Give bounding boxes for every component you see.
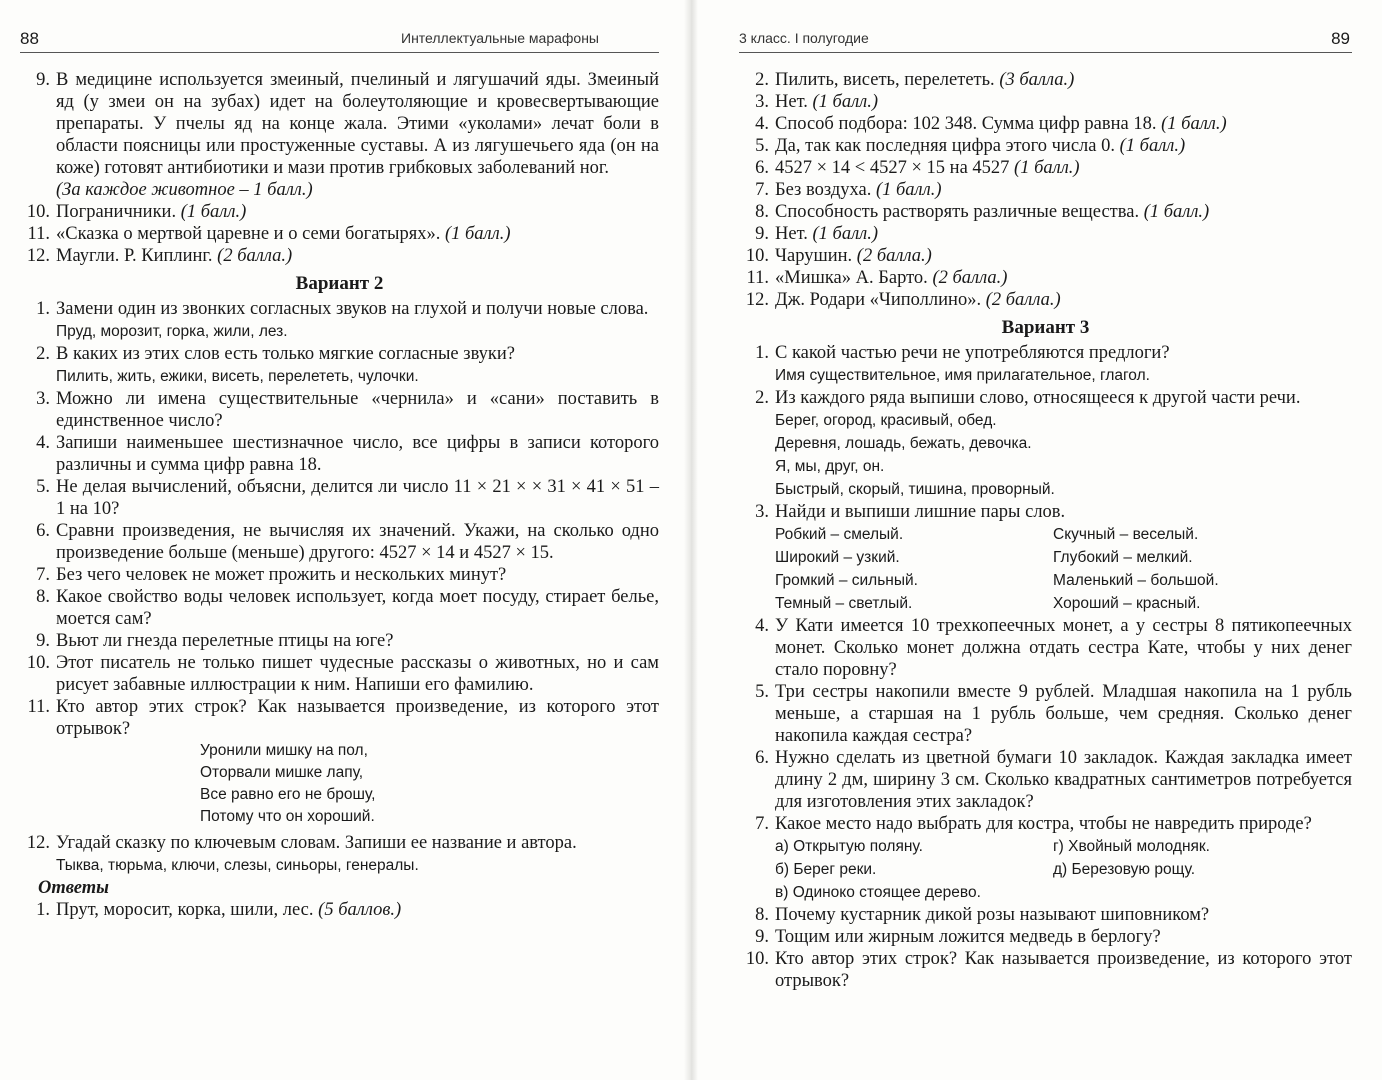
option-row xyxy=(739,835,1352,858)
item-text: С какой частью речи не употребляются предлоги? xyxy=(775,343,1170,363)
answers-heading: Ответы xyxy=(38,878,109,898)
item-sub-text: Пруд, морозит, горка, жили, лез. xyxy=(56,323,288,340)
item-text: Нет. xyxy=(775,92,808,112)
item-score: (2 балла.) xyxy=(932,268,1008,288)
list-item xyxy=(20,69,659,201)
answer-option: г) Хвойный молодняк. xyxy=(1053,838,1210,855)
running-head: 3 класс. I полугодие xyxy=(739,30,869,46)
item-number: 6. xyxy=(755,748,769,768)
item-sub-text: Деревня, лошадь, бежать, девочка. xyxy=(775,435,1032,452)
list-item xyxy=(739,948,1352,992)
item-number: 1. xyxy=(755,343,769,363)
poem-line: Оторвали мишке лапу, xyxy=(200,764,364,781)
list-item xyxy=(739,813,1352,835)
page-number: 89 xyxy=(1331,29,1350,48)
item-number: 3. xyxy=(755,92,769,112)
item-number: 12. xyxy=(745,290,769,310)
item-body xyxy=(56,223,659,245)
item-number: 4. xyxy=(755,114,769,134)
option-row xyxy=(739,881,1352,904)
item-score: (5 баллов.) xyxy=(318,900,402,920)
item-number: 12. xyxy=(26,833,50,853)
item-sub-text: Я, мы, друг, он. xyxy=(775,458,885,475)
list-item xyxy=(739,342,1352,364)
item-number: 10. xyxy=(745,246,769,266)
poem-line: Уронили мишку на пол, xyxy=(200,742,368,759)
item-text: Да, так как последняя цифра этого числа 0. xyxy=(775,136,1115,156)
list-item xyxy=(20,586,659,630)
list-item xyxy=(739,245,1352,267)
list-item xyxy=(739,904,1352,926)
list-item xyxy=(739,501,1352,523)
item-score: (1 балл.) xyxy=(812,224,879,244)
list-item xyxy=(739,223,1352,245)
item-number: 10. xyxy=(26,653,50,673)
item-score: (2 балла.) xyxy=(217,246,293,266)
item-text: Запиши наименьшее шестизначное число, все цифры в записи которого различны и сумма цифр равна 18. xyxy=(56,433,659,475)
item-body xyxy=(775,113,1352,135)
item-number: 11. xyxy=(746,268,769,288)
item-text: Без воздуха. xyxy=(775,180,872,200)
list-item xyxy=(20,832,659,854)
page-number: 88 xyxy=(20,29,39,48)
answer-option: д) Березовую рощу. xyxy=(1053,861,1196,878)
item-score: (1 балл.) xyxy=(1161,114,1227,134)
item-number: 6. xyxy=(755,158,769,178)
list-item xyxy=(20,520,659,564)
word-pair: Громкий – сильный. xyxy=(775,572,918,589)
item-text: «Сказка о мертвой царевне и о семи богатырях». xyxy=(56,224,441,244)
item-number: 5. xyxy=(755,136,769,156)
variant-heading: Вариант 3 xyxy=(1001,317,1090,338)
item-score: (За каждое животное – 1 балл.) xyxy=(56,180,313,200)
item-number: 3. xyxy=(36,389,50,409)
list-item xyxy=(739,747,1352,813)
variant-heading: Вариант 2 xyxy=(295,273,384,294)
item-text: Пилить, висеть, перелететь. xyxy=(775,70,995,90)
item-text: Этот писатель не только пишет чудесные рассказы о животных, но и сам рисует забавные иллюстрации к ним. Напиши его фамилию. xyxy=(56,653,659,695)
item-text: Можно ли имена существительные «чернила» и «сани» поставить в единственное число? xyxy=(56,389,659,431)
item-number: 2. xyxy=(36,344,50,364)
item-score: (1 балл.) xyxy=(180,202,247,222)
answer-option: а) Открытую поляну. xyxy=(775,838,923,855)
word-pair: Широкий – узкий. xyxy=(775,549,900,566)
item-number: 9. xyxy=(755,224,769,244)
item-sub-text: Пилить, жить, ежики, висеть, перелететь, чулочки. xyxy=(56,368,419,385)
list-item xyxy=(20,343,659,365)
item-text: Прут, моросит, корка, шили, лес. xyxy=(56,900,314,920)
item-number: 7. xyxy=(755,180,769,200)
item-text: Замени один из звонких согласных звуков на глухой и получи новые слова. xyxy=(56,299,649,319)
list-item xyxy=(20,652,659,696)
item-number: 2. xyxy=(755,388,769,408)
word-pair: Маленький – большой. xyxy=(1053,572,1219,589)
item-score: (2 балла.) xyxy=(985,290,1061,310)
item-number: 11. xyxy=(27,697,50,717)
item-text: Какое свойство воды человек использует, когда моет посуду, стирает белье, моется сам? xyxy=(56,587,659,629)
item-text: Дж. Родари «Чиполлино». xyxy=(775,290,982,310)
item-number: 5. xyxy=(36,477,50,497)
list-item xyxy=(739,69,1352,91)
item-text: Из каждого ряда выпиши слово, относящееся к другой части речи. xyxy=(775,388,1301,408)
item-number: 9. xyxy=(36,70,50,90)
word-pair-row xyxy=(739,569,1352,592)
item-number: 7. xyxy=(36,565,50,585)
item-body xyxy=(775,135,1352,157)
item-text: «Мишка» А. Барто. xyxy=(775,268,928,288)
item-text: Три сестры накопили вместе 9 рублей. Младшая накопила на 1 рубль меньше, а старшая на 1 рубль больше, чем средняя. Сколько денег накопила каждая сестра? xyxy=(775,682,1352,746)
item-text: В медицине используется змеиный, пчелиный и лягушачий яды. Змеиный яд (у змеи он на зубах) идет на болеутоляющие и кровесвертывающие препараты. У пчелы яд на конце жала. Этими «уколами» лечат боли в области поясницы или простуженные суставы. А из лягушечьего яда (он на коже) готовят антибиотики и мази против грибковых заболеваний ног. xyxy=(56,70,659,178)
item-text: Способность растворять различные вещества. xyxy=(775,202,1140,222)
list-item xyxy=(20,201,659,223)
item-body xyxy=(775,91,1352,113)
item-score: (1 балл.) xyxy=(812,92,879,112)
poem-line: Все равно его не брошу, xyxy=(200,786,376,803)
item-sub-text: Берег, огород, красивый, обед. xyxy=(775,412,997,429)
item-number: 1. xyxy=(36,900,50,920)
answer-option: в) Одиноко стоящее дерево. xyxy=(775,884,981,901)
item-number: 8. xyxy=(36,587,50,607)
word-pair: Темный – светлый. xyxy=(775,595,913,612)
item-sub-text: Быстрый, скорый, тишина, проворный. xyxy=(775,481,1055,498)
item-text: Сравни произведения, не вычисляя их значений. Укажи, на сколько одно произведение больше (меньше) другого: 4527 × 14 и 4527 × 15. xyxy=(56,521,659,563)
list-item xyxy=(20,388,659,432)
list-item xyxy=(739,91,1352,113)
list-item xyxy=(20,298,659,320)
item-text: Какое место надо выбрать для костра, чтобы не навредить природе? xyxy=(775,814,1312,834)
item-number: 9. xyxy=(755,927,769,947)
list-item xyxy=(739,201,1352,223)
item-body xyxy=(775,179,1352,201)
item-text: Чарушин. xyxy=(775,246,853,266)
list-item xyxy=(20,899,659,921)
item-number: 2. xyxy=(755,70,769,90)
right-page xyxy=(691,0,1382,1080)
list-item xyxy=(739,289,1352,311)
item-text: Нужно сделать из цветной бумаги 10 закладок. Каждая закладка имеет длину 2 дм, ширину 3 см. Сколько квадратных сантиметров потребуется для изготовления этих закладок? xyxy=(775,748,1352,812)
list-item xyxy=(739,179,1352,201)
list-item xyxy=(739,387,1352,409)
item-text: Тощим или жирным ложится медведь в берлогу? xyxy=(775,927,1161,947)
item-body xyxy=(775,157,1352,179)
item-text: Способ подбора: 102 348. Сумма цифр равна 18. xyxy=(775,114,1157,134)
item-number: 12. xyxy=(26,246,50,266)
item-text: 4527 × 14 < 4527 × 15 на 4527 xyxy=(775,158,1010,178)
item-number: 10. xyxy=(26,202,50,222)
item-number: 9. xyxy=(36,631,50,651)
item-number: 4. xyxy=(36,433,50,453)
item-body xyxy=(56,201,659,223)
right-page-header xyxy=(739,0,1352,53)
item-sub-text: Имя существительное, имя прилагательное, глагол. xyxy=(775,367,1150,384)
answer-option: б) Берег реки. xyxy=(775,861,877,878)
item-sub-text: Тыква, тюрьма, ключи, слезы, синьоры, генералы. xyxy=(56,857,419,874)
item-score: (1 балл.) xyxy=(875,180,942,200)
list-item xyxy=(20,245,659,267)
item-text: В каких из этих слов есть только мягкие согласные звуки? xyxy=(56,344,516,364)
list-item xyxy=(739,681,1352,747)
item-text: Кто автор этих строк? Как называется произведение, из которого этот отрывок? xyxy=(775,949,1352,991)
list-item xyxy=(20,630,659,652)
list-item xyxy=(739,267,1352,289)
item-number: 4. xyxy=(755,616,769,636)
word-pair-row xyxy=(739,592,1352,615)
list-item xyxy=(20,223,659,245)
item-body xyxy=(775,69,1352,91)
item-number: 6. xyxy=(36,521,50,541)
list-item xyxy=(20,432,659,476)
option-row xyxy=(739,858,1352,881)
item-text: Не делая вычислений, объясни, делится ли число 11 × 21 × × 31 × 41 × 51 – 1 на 10? xyxy=(56,477,659,519)
item-text: Кто автор этих строк? Как называется произведение, из которого этот отрывок? xyxy=(56,697,659,739)
item-body xyxy=(56,245,659,267)
item-score: (1 балл.) xyxy=(444,224,511,244)
item-body xyxy=(56,69,659,201)
word-pair: Глубокий – мелкий. xyxy=(1053,549,1193,566)
list-item xyxy=(739,926,1352,948)
item-text: Почему кустарник дикой розы называют шиповником? xyxy=(775,905,1210,925)
left-page-header xyxy=(20,0,659,53)
item-body xyxy=(775,223,1352,245)
list-item xyxy=(739,615,1352,681)
list-item xyxy=(739,135,1352,157)
item-body xyxy=(775,201,1352,223)
item-text: Нет. xyxy=(775,224,808,244)
word-pair: Хороший – красный. xyxy=(1053,595,1201,612)
item-number: 7. xyxy=(755,814,769,834)
item-text: Найди и выпиши лишние пары слов. xyxy=(775,502,1066,522)
poem xyxy=(20,740,659,828)
item-body xyxy=(775,267,1352,289)
item-number: 5. xyxy=(755,682,769,702)
item-body xyxy=(775,245,1352,267)
item-body xyxy=(775,289,1352,311)
item-text: Пограничники. xyxy=(56,202,177,222)
item-text: Без чего человек не может прожить и нескольких минут? xyxy=(56,565,507,585)
list-item xyxy=(20,564,659,586)
item-text: Угадай сказку по ключевым словам. Запиши ее название и автора. xyxy=(56,833,577,853)
item-text: Вьют ли гнезда перелетные птицы на юге? xyxy=(56,631,394,651)
list-item xyxy=(20,696,659,740)
item-number: 8. xyxy=(755,202,769,222)
item-number: 10. xyxy=(745,949,769,969)
item-score: (1 балл.) xyxy=(1143,202,1210,222)
item-text: Маугли. Р. Киплинг. xyxy=(56,246,213,266)
poem-line: Потому что он хороший. xyxy=(200,808,375,825)
item-score: (1 балл.) xyxy=(1014,158,1080,178)
word-pair-row xyxy=(739,546,1352,569)
word-pair: Робкий – смелый. xyxy=(775,526,904,543)
word-pair-row xyxy=(739,523,1352,546)
item-number: 8. xyxy=(755,905,769,925)
list-item xyxy=(739,113,1352,135)
item-number: 11. xyxy=(27,224,50,244)
running-head: Интеллектуальные марафоны xyxy=(401,30,599,46)
list-item xyxy=(739,157,1352,179)
item-score: (2 балла.) xyxy=(856,246,932,266)
item-number: 1. xyxy=(36,299,50,319)
item-number: 3. xyxy=(755,502,769,522)
item-score: (3 балла.) xyxy=(999,70,1075,90)
item-body xyxy=(56,899,659,921)
list-item xyxy=(20,476,659,520)
item-text: У Кати имеется 10 трехкопеечных монет, а у сестры 8 пятикопеечных монет. Сколько монет должна отдать сестра Кате, чтобы у них денег стало поровну? xyxy=(775,616,1352,680)
word-pair: Скучный – веселый. xyxy=(1053,526,1199,543)
item-score: (1 балл.) xyxy=(1119,136,1186,156)
